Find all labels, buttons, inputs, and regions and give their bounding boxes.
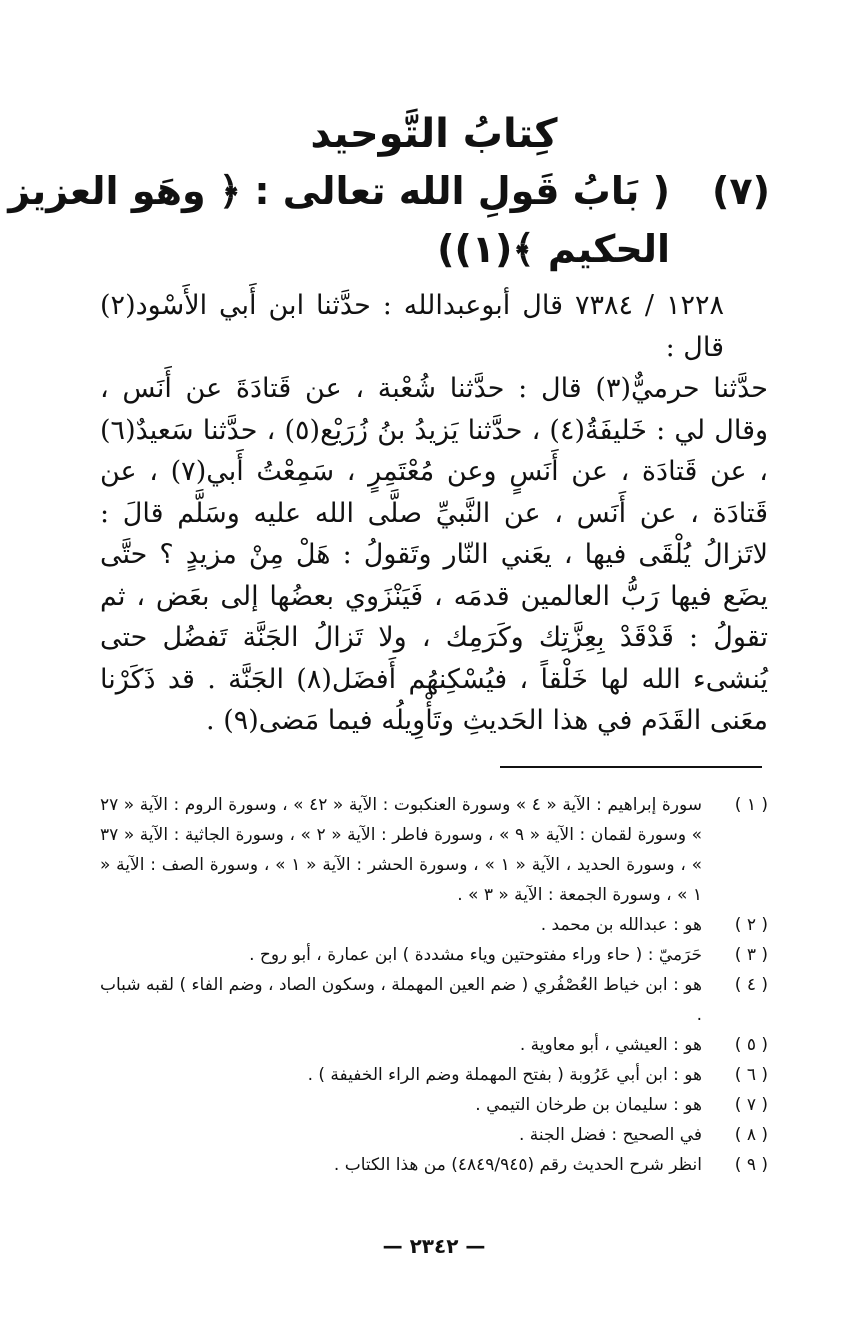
footnote-number: ( ٤ ) <box>734 975 768 995</box>
hadith-body: حدَّثنا حرميٌّ(٣) قال : حدَّثنا شُعْبة ، عن قَتادَةَ عن أَنَس ، وقال لي : خَليفَةُ(٤) ، حدَّثنا يَزيدُ بنُ زُرَيْع(٥) ، حدَّثنا سَعيدٌ(٦) ، عن قَتادَة ، عن أَنَسٍ وعن مُعْتَمِرٍ ، سَمِعْتُ أَبي(٧) ، عن قَتادَة ، عن أَنَس ، عن النَّبيِّ صلَّى الله عليه وسَلَّم قالَ : لاتَزالُ يُلْقَى فيها ، يعَني النّار وتَقولُ : هَلْ مِنْ مزيدٍ ؟ حتَّى يضَع فيها رَبُّ العالمين قدمَه ، فَيَنْزَوي بعضُها إلى بعَض ، ثم تقولُ : قَدْقَدْ بِعِزَّتِك وكَرَمِك ، ولا تَزالُ الجَنَّة تَفضُل حتى يُنشىء الله لها خَلْقاً ، فيُسْكِنهُم أَفضَل(٨) الجَنَّة . قد ذَكَرْنا معَنى القَدَم في هذا الحَديثِ وتَأْوِيلُه فيما مَضى(٩) . <box>100 373 769 736</box>
chapter-heading <box>8 162 770 278</box>
footnote-number: ( ٨ ) <box>734 1125 768 1145</box>
footnote-6 <box>100 1060 768 1090</box>
footnote-number: ( ٧ ) <box>734 1095 768 1115</box>
footnote-text: هو : سليمان بن طرخان التيمي . <box>475 1095 702 1115</box>
footnote-text: حَرَميّ : ( حاء وراء مفتوحتين وياء مشددة ) ابن عمارة ، أبو روح . <box>249 945 702 965</box>
footnote-5 <box>100 1030 768 1060</box>
footnote-text: هو : ابن أبي عَرُوبة ( بفتح المهملة وضم الراء الخفيفة ) . <box>307 1065 702 1085</box>
footnote-number: ( ٥ ) <box>734 1035 768 1055</box>
footnote-1 <box>100 790 768 910</box>
footnote-divider <box>500 766 762 768</box>
footnote-text: هو : ابن خياط العُصْفُري ( ضم العين المهملة ، وسكون الصاد ، وضم الفاء ) لقبه شباب . <box>100 975 702 1025</box>
footnote-number: ( ٣ ) <box>734 945 768 965</box>
footnote-text: هو : العيشي ، أبو معاوية . <box>519 1035 702 1055</box>
footnotes <box>100 790 768 1180</box>
chapter-number: (٧) <box>712 169 770 213</box>
footnote-4 <box>100 970 768 1030</box>
footnote-number: ( ١ ) <box>734 795 768 815</box>
footnote-9 <box>100 1150 768 1180</box>
footnote-text: سورة إبراهيم : الآية « ٤ » وسورة العنكبوت : الآية « ٤٢ » ، وسورة الروم : الآية « ٢٧ » وسورة لقمان : الآية « ٩ » ، وسورة فاطر : الآية « ٢ » ، وسورة الجاثية : الآية « ٣٧ » ، وسورة الحديد ، الآية « ١ » ، وسورة الحشر : الآية « ١ » ، وسورة الصف : الآية « ١ » ، وسورة الجمعة : الآية « ٣ » . <box>100 795 702 905</box>
footnote-2 <box>100 910 768 940</box>
footnote-text: هو : عبدالله بن محمد . <box>540 915 702 935</box>
page-number: — ٢٣٤٢ — <box>382 1234 486 1258</box>
footnote-number: ( ٩ ) <box>734 1155 768 1175</box>
footnote-text: في الصحيح : فضل الجنة . <box>518 1125 702 1145</box>
chapter-title-line1: ( بَابُ قَولِ الله تعالى : ﴿ وهَو العزيز <box>8 169 670 213</box>
chapter-title-line2: الحكيم ﴾(١)) <box>437 227 670 271</box>
footnote-number: ( ٢ ) <box>734 915 768 935</box>
footnote-3 <box>100 940 768 970</box>
footnote-7 <box>100 1090 768 1120</box>
footnote-8 <box>100 1120 768 1150</box>
hadith-isnad-line: ١٢٢٨ / ٧٣٨٤ قال أبوعبدالله : حدَّثنا ابن أَبي الأَسْود(٢) قال : <box>100 290 724 363</box>
hadith-text <box>100 285 768 742</box>
footnote-text: انظر شرح الحديث رقم (٤٨٤٩/٩٤٥) من هذا الكتاب . <box>333 1155 702 1175</box>
footnote-number: ( ٦ ) <box>734 1065 768 1085</box>
book-title: كِتابُ التَّوحيد <box>310 111 558 157</box>
